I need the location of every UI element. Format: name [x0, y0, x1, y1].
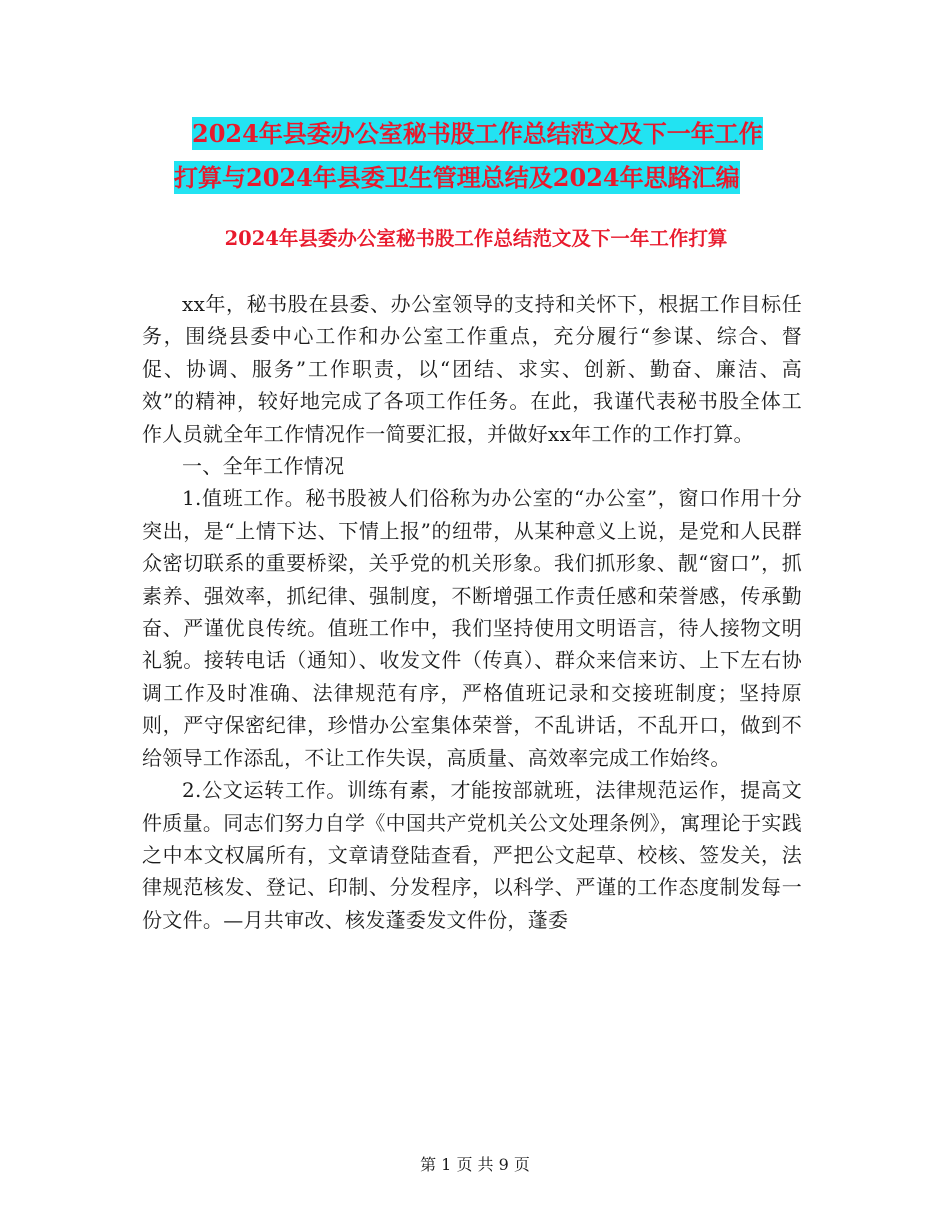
paragraph-intro: xx年，秘书股在县委、办公室领导的支持和关怀下，根据工作目标任务，围绕县委中心工作和办公室工作重点，充分履行“参谋、综合、督促、协调、服务”工作职责，以“团结、求实、创新、勤奋、廉洁、高效”的精神，较好地完成了各项工作任务。在此，我谨代表秘书股全体工作人员就全年工作情况作一简要汇报，并做好xx年工作的工作打算。 [142, 292, 802, 446]
section-heading: 一、全年工作情况 [182, 454, 345, 479]
title-line-1: 2024年县委办公室秘书股工作总结范文及下一年工作 [192, 119, 763, 148]
section-title: 2024年县委办公室秘书股工作总结范文及下一年工作打算 [224, 227, 728, 250]
paragraph-documents: 2.公文运转工作。训练有素，才能按部就班，法律规范运作，提高文件质量。同志们努力自学《中国共产党机关公文处理条例》，寓理论于实践之中本文权属所有，文章请登陆查看，严把公文起草、校核、签发关，法律规范核发、登记、印制、分发程序，以科学、严谨的工作态度制发每一份文件。—月共审改、核发蓬委发文件份，蓬委 [142, 778, 802, 932]
paragraph-duty: 1.值班工作。秘书股被人们俗称为办公室的“办公室”，窗口作用十分突出，是“上情下达、下情上报”的纽带，从某种意义上说，是党和人民群众密切联系的重要桥梁，关乎党的机关形象。我们抓形象、靓“窗口”，抓素养、强效率，抓纪律、强制度，不断增强工作责任感和荣誉感，传承勤奋、严谨优良传统。值班工作中，我们坚持使用文明语言，待人接物文明礼貌。接转电话（通知）、收发文件（传真）、群众来信来访、上下左右协调工作及时准确、法律规范有序，严格值班记录和交接班制度；坚持原则，严守保密纪律，珍惜办公室集体荣誉，不乱讲话，不乱开口，做到不给领导工作添乱，不让工作失误，高质量、高效率完成工作始终。 [142, 486, 802, 770]
title-line-2: 打算与2024年县委卫生管理总结及2024年思路汇编 [174, 163, 740, 192]
page-footer: 第 1 页 共 9 页 [420, 1155, 530, 1174]
body-text [142, 288, 802, 936]
document-title [174, 112, 834, 200]
